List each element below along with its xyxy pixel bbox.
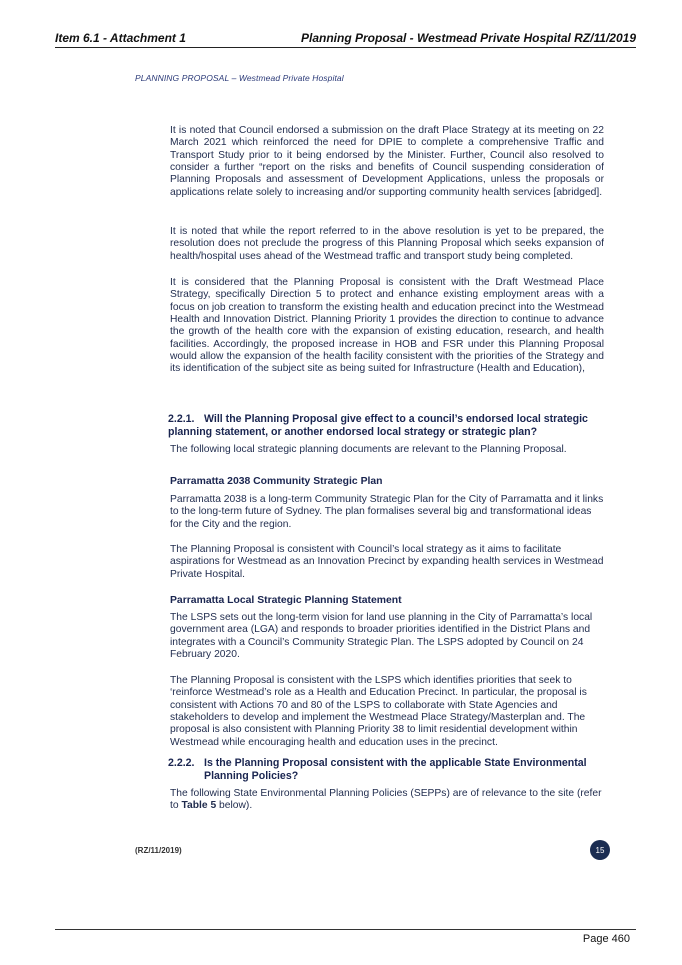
section-title-line2: Planning Policies? [204,769,299,782]
section-title-line1: Will the Planning Proposal give effect to a council’s endorsed local strategic [204,413,588,425]
inner-page-number: 15 [595,845,605,855]
section-heading-2-2-1 [168,413,588,438]
section-number: 2.2.2. [168,757,195,769]
section-title-line1: Is the Planning Proposal consistent with the applicable State Environmental [204,757,587,769]
table-reference: Table 5 [181,800,217,812]
reference-code: (RZ/11/2019) [135,846,182,855]
lsps-heading: Parramatta Local Strategic Planning Statement [170,595,402,606]
header-divider [55,47,636,48]
intro-text: The following State Environmental Planning Policies (SEPPs) are of relevance to the site (refer to [170,788,602,812]
inner-page-number-badge [590,840,610,860]
paragraph-report-resolution: It is noted that while the report referred to in the above resolution is yet to be prepared, the resolution does not preclude the progress of this Planning Proposal which seeks expansion of health/hospital uses ahead of the Westmead traffic and transport study being completed. [170,226,604,262]
footer-divider [55,929,636,930]
csp-paragraph-1: Parramatta 2038 is a long-term Community Strategic Plan for the City of Parramatta and it links to the long-term future of Sydney. The plan formalises several big and transformational ideas for the City and the region. [170,494,604,530]
page-number: Page 460 [582,933,630,945]
intro-text-end: below). [216,800,253,812]
section-heading-2-2-2 [168,757,587,782]
attachment-label: Item 6.1 - Attachment 1 [55,31,186,45]
csp-heading: Parramatta 2038 Community Strategic Plan [170,476,383,487]
lsps-paragraph-1: The LSPS sets out the long-term vision for land use planning in the City of Parramatta’s local government area (LGA) and responds to broader priorities identified in the District Plans and integrates with a Council’s Community Strategic Plan. The LSPS adopted by Council on 24 February 2020. [170,612,593,661]
section-title-line2: planning statement, or another endorsed local strategy or strategic plan? [168,425,538,438]
section-intro-2-2-1: The following local strategic planning documents are relevant to the Planning Proposal. [170,444,567,455]
paragraph-place-strategy: It is considered that the Planning Proposal is consistent with the Draft Westmead Place Strategy, specifically Direction 5 to protect and enhance existing employment areas with a focus on job creation to transform the existing health and education precinct into the Westmead Health and Innovation District. Planning Priority 1 provides the direction to continue to advance the growth of the health core with the expansion of existing education, research, and health facilities. Accordingly, the proposed increase in HOB and FSR under this Planning Proposal would allow the expansion of the health facility consistent with the priorities of the Strategy and its identification of the subject site as being suited for Infrastructure (Health and Education), [170,277,604,375]
section-number: 2.2.1. [168,413,195,425]
lsps-paragraph-2: The Planning Proposal is consistent with the LSPS which identifies priorities that seek to ‘reinforce Westmead’s role as a Health and Education Precinct. In particular, the proposal is consistent with Actions 70 and 80 of the LSPS to collaborate with State Agencies and stakeholders to develop and implement the Westmead Place Strategy/Masterplan and. The proposal is also consistent with Planning Priority 38 to limit residential development within Westmead while encouraging health and education uses in the precinct. [170,675,587,748]
running-header: PLANNING PROPOSAL – Westmead Private Hospital [135,73,344,83]
paragraph-council-submission: It is noted that Council endorsed a submission on the draft Place Strategy at its meeting on 22 March 2021 which reinforced the need for DPIE to complete a comprehensive Traffic and Transport Study prior to it being endorsed by the Minister. Further, Council also resolved to consider a further “report on the risks and benefits of Council suspending consideration of Planning Proposals and assessment of Development Applications, unless the proposals or applications relate solely to increasing and/or supporting community health services [abridged]. [170,125,604,198]
csp-paragraph-2: The Planning Proposal is consistent with Council’s local strategy as it aims to facilitate aspirations for Westmead as an Innovation Precinct by expanding health services in Westmead Private Hospital. [170,544,604,580]
document-title: Planning Proposal - Westmead Private Hospital RZ/11/2019 [301,31,636,45]
section-intro-2-2-2 [170,788,604,813]
